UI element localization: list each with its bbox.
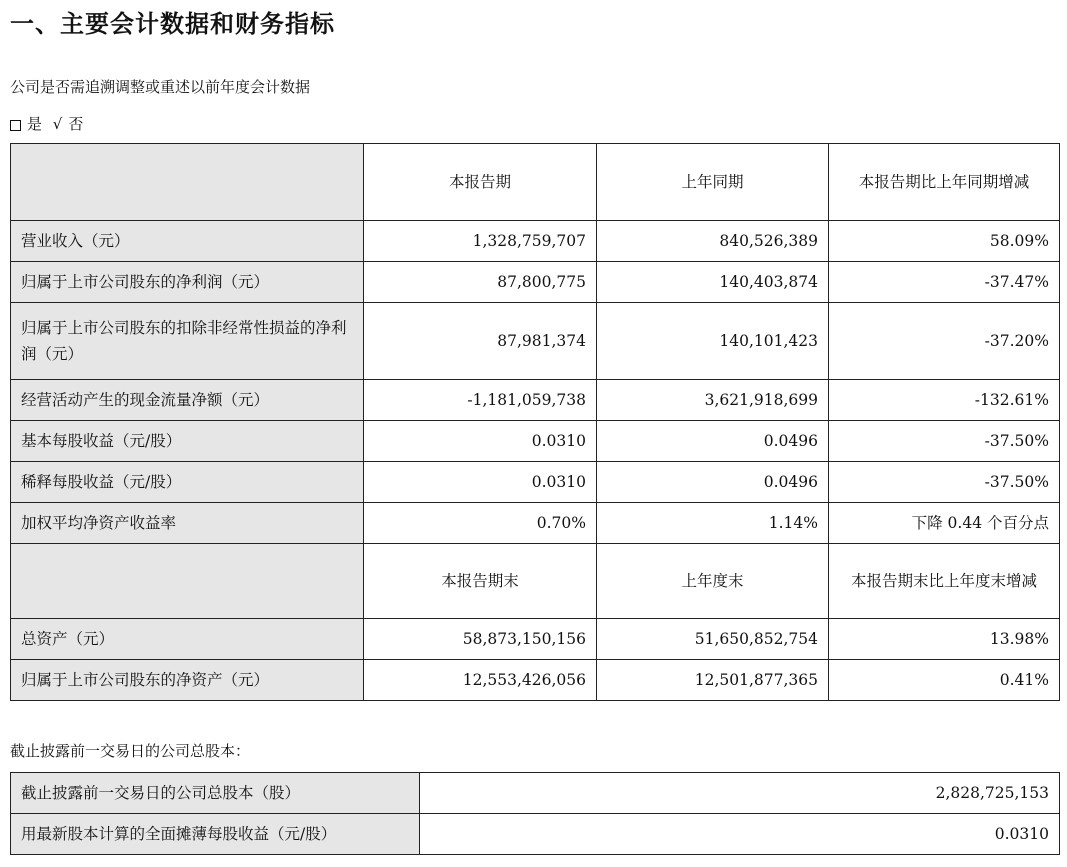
share-capital-table bbox=[10, 772, 1060, 855]
table-subheader-row bbox=[11, 544, 1060, 619]
change-value: -37.47% bbox=[829, 262, 1060, 303]
current-value: 0.70% bbox=[364, 503, 597, 544]
change-value: -132.61% bbox=[829, 380, 1060, 421]
prior-value: 12,501,877,365 bbox=[597, 660, 829, 701]
prior-value: 0.0496 bbox=[597, 421, 829, 462]
row-label: 稀释每股收益（元/股） bbox=[11, 462, 364, 503]
current-value: 0.0310 bbox=[364, 421, 597, 462]
share-capital-caption: 截止披露前一交易日的公司总股本： bbox=[10, 742, 251, 760]
row-label: 归属于上市公司股东的净利润（元） bbox=[11, 262, 364, 303]
prior-value: 840,526,389 bbox=[597, 221, 829, 262]
header-period-change: 本报告期比上年同期增减 bbox=[829, 144, 1060, 221]
table-header-row bbox=[11, 144, 1060, 221]
row-label: 总资产（元） bbox=[11, 619, 364, 660]
change-value: -37.20% bbox=[829, 303, 1060, 380]
table-row bbox=[11, 773, 1060, 814]
table-row bbox=[11, 303, 1060, 380]
table-row bbox=[11, 660, 1060, 701]
table-row bbox=[11, 814, 1060, 855]
current-value: 1,328,759,707 bbox=[364, 221, 597, 262]
table-row bbox=[11, 619, 1060, 660]
row-label: 截止披露前一交易日的公司总股本（股） bbox=[11, 773, 420, 814]
row-value: 2,828,725,153 bbox=[420, 773, 1060, 814]
check-mark-icon: √ bbox=[52, 115, 63, 133]
table-row bbox=[11, 221, 1060, 262]
financial-data-table bbox=[10, 143, 1060, 701]
table-row bbox=[11, 262, 1060, 303]
row-label: 加权平均净资产收益率 bbox=[11, 503, 364, 544]
checkbox-icon bbox=[10, 120, 21, 131]
current-value: 87,981,374 bbox=[364, 303, 597, 380]
change-value: 下降 0.44 个百分点 bbox=[829, 503, 1060, 544]
row-label: 营业收入（元） bbox=[11, 221, 364, 262]
restatement-question: 公司是否需追溯调整或重述以前年度会计数据 bbox=[10, 78, 311, 96]
prior-value: 3,621,918,699 bbox=[597, 380, 829, 421]
table-row bbox=[11, 462, 1060, 503]
header-current-period: 本报告期 bbox=[364, 144, 597, 221]
table-row bbox=[11, 503, 1060, 544]
current-value: 87,800,775 bbox=[364, 262, 597, 303]
row-label: 经营活动产生的现金流量净额（元） bbox=[11, 380, 364, 421]
row-label: 基本每股收益（元/股） bbox=[11, 421, 364, 462]
change-value: -37.50% bbox=[829, 421, 1060, 462]
row-value: 0.0310 bbox=[420, 814, 1060, 855]
header-cell-blank bbox=[11, 544, 364, 619]
change-value: -37.50% bbox=[829, 462, 1060, 503]
header-cell-blank bbox=[11, 144, 364, 221]
prior-value: 0.0496 bbox=[597, 462, 829, 503]
header-prior-period: 上年同期 bbox=[597, 144, 829, 221]
option-yes: 是 bbox=[27, 115, 43, 133]
section-title: 一、主要会计数据和财务指标 bbox=[10, 10, 335, 38]
prior-value: 140,403,874 bbox=[597, 262, 829, 303]
change-value: 58.09% bbox=[829, 221, 1060, 262]
row-label: 归属于上市公司股东的净资产（元） bbox=[11, 660, 364, 701]
change-value: 0.41% bbox=[829, 660, 1060, 701]
row-label: 归属于上市公司股东的扣除非经常性损益的净利润（元） bbox=[11, 303, 364, 380]
current-value: 58,873,150,156 bbox=[364, 619, 597, 660]
header-prior-year-end: 上年度末 bbox=[597, 544, 829, 619]
table-row bbox=[11, 380, 1060, 421]
option-no: 否 bbox=[68, 115, 84, 133]
row-label: 用最新股本计算的全面摊薄每股收益（元/股） bbox=[11, 814, 420, 855]
current-value: -1,181,059,738 bbox=[364, 380, 597, 421]
prior-value: 51,650,852,754 bbox=[597, 619, 829, 660]
prior-value: 140,101,423 bbox=[597, 303, 829, 380]
prior-value: 1.14% bbox=[597, 503, 829, 544]
change-value: 13.98% bbox=[829, 619, 1060, 660]
current-value: 0.0310 bbox=[364, 462, 597, 503]
table-row bbox=[11, 421, 1060, 462]
current-value: 12,553,426,056 bbox=[364, 660, 597, 701]
header-year-end-change: 本报告期末比上年度末增减 bbox=[829, 544, 1060, 619]
header-period-end: 本报告期末 bbox=[364, 544, 597, 619]
restatement-options bbox=[10, 113, 89, 134]
